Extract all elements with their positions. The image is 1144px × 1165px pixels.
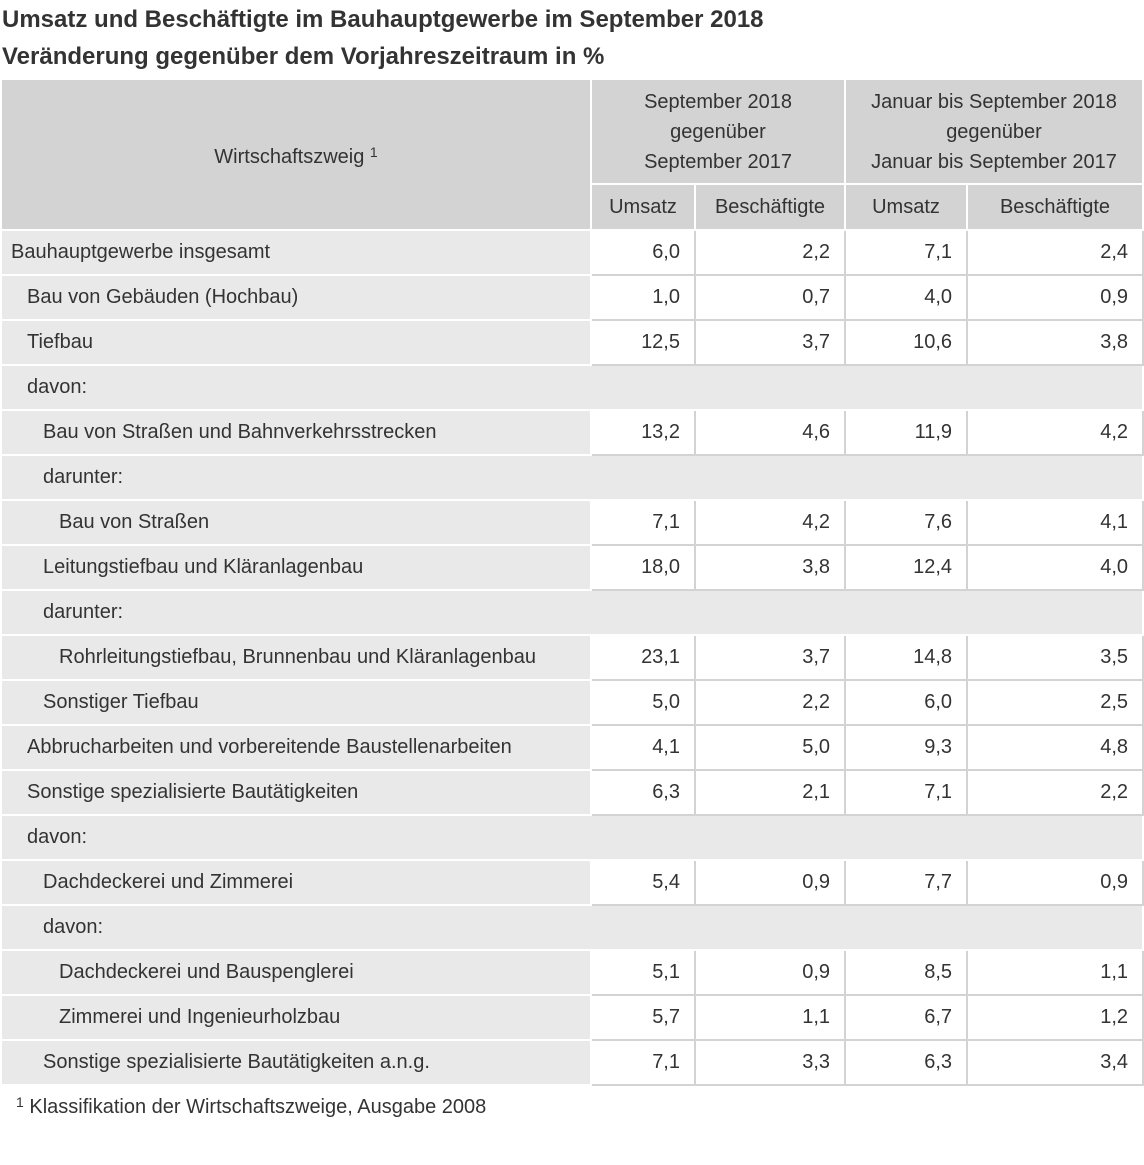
cell-umsatz-jan-sep: 10,6 <box>845 320 967 365</box>
table-row <box>1 1040 1143 1085</box>
row-label: Bau von Straßen <box>1 500 591 545</box>
cell-beschaeftigte-jan-sep: 1,2 <box>967 995 1143 1040</box>
cell-umsatz-jan-sep: 12,4 <box>845 545 967 590</box>
cell-umsatz-jan-sep: 7,7 <box>845 860 967 905</box>
footnote-text: Klassifikation der Wirtschaftszweige, Ausgabe 2008 <box>29 1096 487 1118</box>
cell-umsatz-jan-sep: 7,1 <box>845 230 967 275</box>
cell-umsatz-sep: 7,1 <box>591 500 695 545</box>
header-group-september-line: September 2017 <box>644 150 792 173</box>
cell-umsatz-sep: 23,1 <box>591 635 695 680</box>
table-row <box>1 410 1143 455</box>
cell-beschaeftigte-jan-sep: 0,9 <box>967 275 1143 320</box>
cell-umsatz-sep: 18,0 <box>591 545 695 590</box>
cell-umsatz-sep: 12,5 <box>591 320 695 365</box>
row-label: Bau von Gebäuden (Hochbau) <box>1 275 591 320</box>
row-label: Abbrucharbeiten und vorbereitende Baustellenarbeiten <box>1 725 591 770</box>
row-label: Leitungstiefbau und Kläranlagenbau <box>1 545 591 590</box>
header-group-september-line: September 2018 <box>644 90 792 113</box>
cell-umsatz-jan-sep: 14,8 <box>845 635 967 680</box>
cell-beschaeftigte-sep: 2,2 <box>695 230 845 275</box>
section-label: davon: <box>1 905 1143 950</box>
header-branch-label: Wirtschaftszweig <box>214 146 365 168</box>
table-body <box>1 230 1143 1085</box>
cell-beschaeftigte-sep: 2,2 <box>695 680 845 725</box>
cell-beschaeftigte-sep: 4,6 <box>695 410 845 455</box>
header-group-jan-sep <box>845 79 1143 184</box>
section-label: davon: <box>1 815 1143 860</box>
cell-umsatz-sep: 1,0 <box>591 275 695 320</box>
table-row <box>1 545 1143 590</box>
cell-umsatz-sep: 5,4 <box>591 860 695 905</box>
row-label: Sonstige spezialisierte Bautätigkeiten <box>1 770 591 815</box>
row-label: Bau von Straßen und Bahnverkehrsstrecken <box>1 410 591 455</box>
header-group-jan-sep-line: Januar bis September 2018 <box>871 90 1117 113</box>
header-group-jan-sep-line: gegenüber <box>946 120 1042 143</box>
cell-beschaeftigte-sep: 0,7 <box>695 275 845 320</box>
cell-beschaeftigte-jan-sep: 2,5 <box>967 680 1143 725</box>
cell-beschaeftigte-jan-sep: 3,5 <box>967 635 1143 680</box>
header-umsatz: Umsatz <box>591 184 695 230</box>
cell-umsatz-sep: 7,1 <box>591 1040 695 1085</box>
cell-umsatz-jan-sep: 11,9 <box>845 410 967 455</box>
table-row <box>1 590 1143 635</box>
header-branch-footnote-ref: 1 <box>369 144 378 160</box>
cell-beschaeftigte-sep: 3,7 <box>695 635 845 680</box>
table-row <box>1 680 1143 725</box>
row-label: Sonstige spezialisierte Bautätigkeiten a.n.g. <box>1 1040 591 1085</box>
table-row <box>1 455 1143 500</box>
data-table <box>0 78 1144 1086</box>
cell-beschaeftigte-jan-sep: 4,2 <box>967 410 1143 455</box>
table-row <box>1 860 1143 905</box>
cell-umsatz-jan-sep: 4,0 <box>845 275 967 320</box>
cell-beschaeftigte-sep: 2,1 <box>695 770 845 815</box>
table-row <box>1 635 1143 680</box>
header-row-groups <box>1 79 1143 184</box>
cell-umsatz-sep: 13,2 <box>591 410 695 455</box>
header-group-september <box>591 79 845 184</box>
table-row <box>1 320 1143 365</box>
cell-umsatz-jan-sep: 8,5 <box>845 950 967 995</box>
cell-umsatz-jan-sep: 7,1 <box>845 770 967 815</box>
cell-umsatz-jan-sep: 6,7 <box>845 995 967 1040</box>
table-row <box>1 500 1143 545</box>
header-group-jan-sep-line: Januar bis September 2017 <box>871 150 1117 173</box>
table-row <box>1 230 1143 275</box>
cell-beschaeftigte-sep: 0,9 <box>695 860 845 905</box>
row-label: Zimmerei und Ingenieurholzbau <box>1 995 591 1040</box>
cell-beschaeftigte-sep: 3,3 <box>695 1040 845 1085</box>
table-row <box>1 995 1143 1040</box>
cell-beschaeftigte-jan-sep: 4,1 <box>967 500 1143 545</box>
cell-beschaeftigte-jan-sep: 3,8 <box>967 320 1143 365</box>
header-beschaeftigte: Beschäftigte <box>967 184 1143 230</box>
table-row <box>1 950 1143 995</box>
cell-beschaeftigte-sep: 3,7 <box>695 320 845 365</box>
header-beschaeftigte: Beschäftigte <box>695 184 845 230</box>
row-label: Sonstiger Tiefbau <box>1 680 591 725</box>
header-group-september-line: gegenüber <box>670 120 766 143</box>
cell-beschaeftigte-sep: 1,1 <box>695 995 845 1040</box>
cell-umsatz-sep: 5,1 <box>591 950 695 995</box>
section-label: davon: <box>1 365 1143 410</box>
table-row <box>1 725 1143 770</box>
cell-umsatz-jan-sep: 6,3 <box>845 1040 967 1085</box>
cell-beschaeftigte-jan-sep: 0,9 <box>967 860 1143 905</box>
cell-beschaeftigte-sep: 3,8 <box>695 545 845 590</box>
table-row <box>1 770 1143 815</box>
row-label: Dachdeckerei und Zimmerei <box>1 860 591 905</box>
cell-umsatz-jan-sep: 6,0 <box>845 680 967 725</box>
table-subtitle: Veränderung gegenüber dem Vorjahreszeitraum in % <box>2 43 605 70</box>
section-label: darunter: <box>1 455 1143 500</box>
table-title: Umsatz und Beschäftigte im Bauhauptgewerbe im September 2018 <box>2 6 764 33</box>
row-label: Rohrleitungstiefbau, Brunnenbau und Kläranlagenbau <box>1 635 591 680</box>
cell-umsatz-sep: 6,0 <box>591 230 695 275</box>
cell-umsatz-jan-sep: 9,3 <box>845 725 967 770</box>
table-row <box>1 905 1143 950</box>
footnote-mark: 1 <box>16 1094 24 1110</box>
cell-beschaeftigte-sep: 5,0 <box>695 725 845 770</box>
cell-beschaeftigte-jan-sep: 1,1 <box>967 950 1143 995</box>
cell-beschaeftigte-sep: 4,2 <box>695 500 845 545</box>
cell-beschaeftigte-jan-sep: 3,4 <box>967 1040 1143 1085</box>
cell-umsatz-sep: 5,0 <box>591 680 695 725</box>
header-umsatz: Umsatz <box>845 184 967 230</box>
cell-beschaeftigte-jan-sep: 2,4 <box>967 230 1143 275</box>
cell-beschaeftigte-sep: 0,9 <box>695 950 845 995</box>
table-row <box>1 275 1143 320</box>
cell-beschaeftigte-jan-sep: 2,2 <box>967 770 1143 815</box>
cell-beschaeftigte-jan-sep: 4,8 <box>967 725 1143 770</box>
table-row <box>1 365 1143 410</box>
cell-umsatz-jan-sep: 7,6 <box>845 500 967 545</box>
header-branch <box>1 79 591 230</box>
row-label: Tiefbau <box>1 320 591 365</box>
section-label: darunter: <box>1 590 1143 635</box>
row-label: Dachdeckerei und Bauspenglerei <box>1 950 591 995</box>
cell-umsatz-sep: 6,3 <box>591 770 695 815</box>
cell-umsatz-sep: 5,7 <box>591 995 695 1040</box>
table-row <box>1 815 1143 860</box>
footnote <box>0 1094 1144 1119</box>
cell-beschaeftigte-jan-sep: 4,0 <box>967 545 1143 590</box>
cell-umsatz-sep: 4,1 <box>591 725 695 770</box>
row-label: Bauhauptgewerbe insgesamt <box>1 230 591 275</box>
